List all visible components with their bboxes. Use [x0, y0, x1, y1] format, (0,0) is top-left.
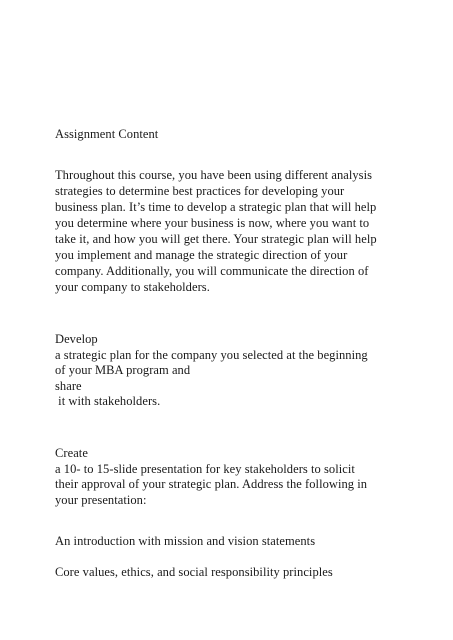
document-heading: Assignment Content [55, 127, 159, 141]
create-line: your presentation: [55, 493, 147, 507]
intro-line: business plan. It’s time to develop a strategic plan that will help [55, 200, 377, 214]
develop-line: it with stakeholders. [55, 394, 161, 408]
list-item: An introduction with mission and vision statements [55, 534, 316, 548]
develop-line: a strategic plan for the company you selected at the beginning [55, 348, 368, 362]
intro-line: take it, and how you will get there. Your strategic plan will help [55, 232, 377, 246]
intro-line: company. Additionally, you will communicate the direction of [55, 264, 369, 278]
intro-line: you determine where your business is now, where you want to [55, 216, 370, 230]
intro-line: you implement and manage the strategic direction of your [55, 248, 348, 262]
develop-line: share [55, 379, 82, 393]
create-line: a 10- to 15-slide presentation for key stakeholders to solicit [55, 462, 355, 476]
intro-line: Throughout this course, you have been using different analysis [55, 168, 373, 182]
intro-line: strategies to determine best practices for developing your [55, 184, 345, 198]
intro-line: your company to stakeholders. [55, 280, 210, 294]
create-line: their approval of your strategic plan. Address the following in [55, 477, 368, 491]
develop-line: of your MBA program and [55, 363, 191, 377]
develop-line: Develop [55, 332, 98, 346]
list-item: Core values, ethics, and social responsibility principles [55, 565, 333, 579]
create-line: Create [55, 446, 88, 460]
